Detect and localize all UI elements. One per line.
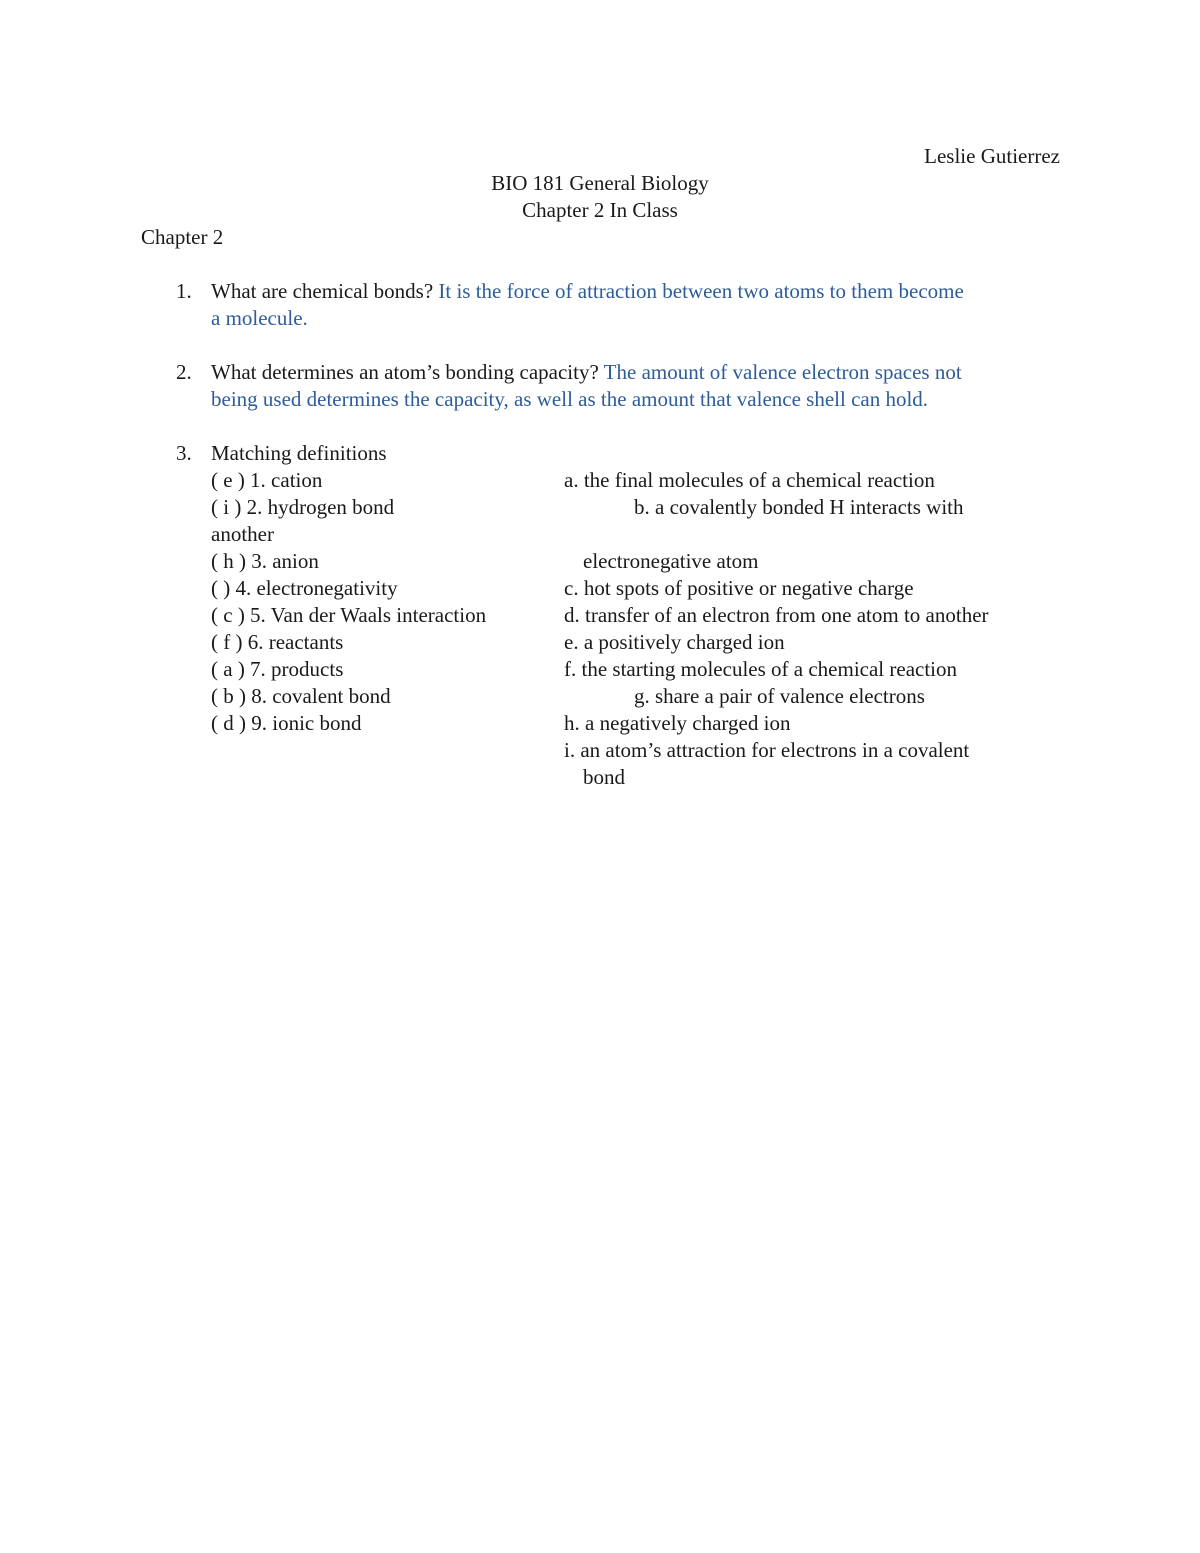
- matching-definition-continued: bond: [583, 765, 625, 789]
- question-number: 1.: [176, 279, 192, 303]
- matching-term-continued: another: [211, 522, 274, 546]
- question-prompt: What are chemical bonds?: [211, 279, 434, 303]
- answer-text-continued: being used determines the capacity, as well as the amount that valence shell can hold.: [211, 387, 929, 411]
- matching-term: ( i ) 2. hydrogen bond: [211, 495, 395, 519]
- matching-definition: c. hot spots of positive or negative charge: [564, 576, 914, 600]
- matching-term: ( h ) 3. anion: [211, 549, 319, 573]
- matching-term: ( e ) 1. cation: [211, 468, 323, 492]
- question-line: [211, 278, 964, 305]
- matching-definition: b. a covalently bonded H interacts with: [634, 495, 964, 519]
- matching-definition: f. the starting molecules of a chemical reaction: [564, 657, 958, 681]
- question-number: 3.: [176, 441, 192, 465]
- answer-text: It is the force of attraction between two atoms to them become: [438, 279, 964, 303]
- assignment-subtitle: Chapter 2 In Class: [522, 198, 678, 222]
- question-number: 2.: [176, 360, 192, 384]
- matching-definition: h. a negatively charged ion: [564, 711, 791, 735]
- course-title: BIO 181 General Biology: [491, 171, 709, 195]
- matching-term: ( c ) 5. Van der Waals interaction: [211, 603, 487, 627]
- matching-term: ( f ) 6. reactants: [211, 630, 344, 654]
- matching-term: ( b ) 8. covalent bond: [211, 684, 391, 708]
- matching-definition: g. share a pair of valence electrons: [634, 684, 925, 708]
- matching-term: ( d ) 9. ionic bond: [211, 711, 362, 735]
- answer-text: The amount of valence electron spaces not: [603, 360, 962, 384]
- matching-term: ( a ) 7. products: [211, 657, 344, 681]
- matching-definition: e. a positively charged ion: [564, 630, 785, 654]
- question-prompt: Matching definitions: [211, 441, 387, 465]
- chapter-heading: Chapter 2: [141, 225, 224, 249]
- matching-definition-continued: electronegative atom: [583, 549, 759, 573]
- question-prompt: What determines an atom’s bonding capacity?: [211, 360, 599, 384]
- matching-definition: a. the final molecules of a chemical reaction: [564, 468, 935, 492]
- matching-definition: i. an atom’s attraction for electrons in a covalent: [564, 738, 970, 762]
- author-name: Leslie Gutierrez: [924, 144, 1060, 168]
- answer-text-continued: a molecule.: [211, 306, 308, 330]
- matching-definition: d. transfer of an electron from one atom to another: [564, 603, 989, 627]
- question-line: [211, 359, 962, 386]
- matching-term: ( ) 4. electronegativity: [211, 576, 398, 600]
